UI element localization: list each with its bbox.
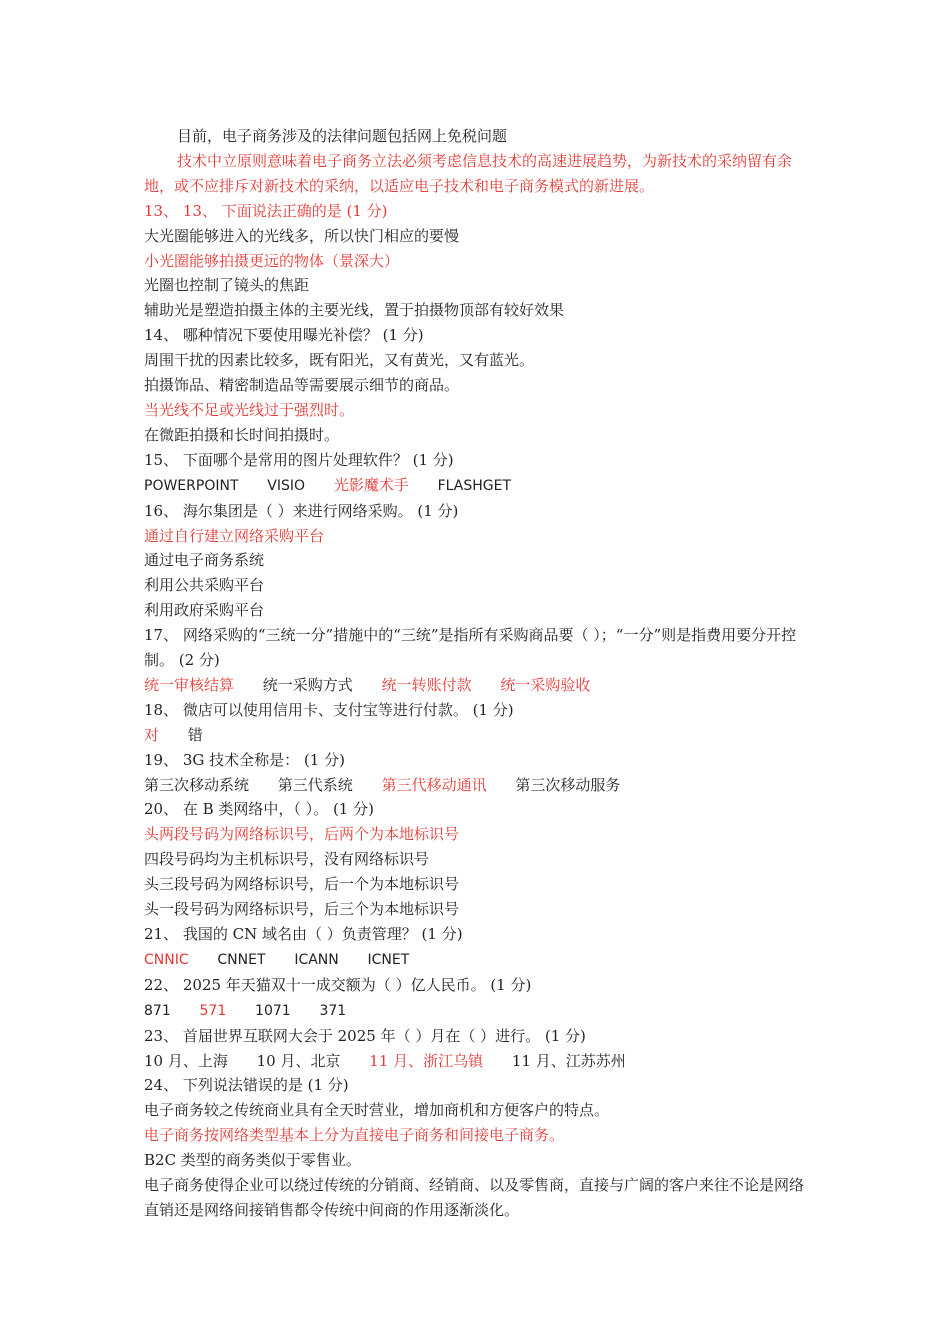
q18-option-b: 错 xyxy=(187,725,203,744)
question-13-title: 13、 13、 下面说法正确的是 (1 分) xyxy=(144,201,388,220)
q23-option-d: 11 月、江苏苏州 xyxy=(511,1051,626,1070)
q21-option-c: ICANN xyxy=(294,951,339,968)
q21-option-a: CNNIC xyxy=(144,951,189,968)
question-24-title: 24、 下列说法错误的是 (1 分) xyxy=(144,1076,349,1095)
q21-option-b: CNNET xyxy=(217,951,266,968)
q14-option-d: 在微距拍摄和长时间拍摄时。 xyxy=(144,425,340,444)
q24-option-b: 电子商务按网络类型基本上分为直接电子商务和间接电子商务。 xyxy=(144,1126,565,1145)
question-19-title: 19、 3G 技术全称是： (1 分) xyxy=(144,750,345,769)
q23-option-c: 11 月、浙江乌镇 xyxy=(369,1051,484,1070)
question-21-title: 21、 我国的 CN 域名由（ ）负责管理？ (1 分) xyxy=(144,925,463,943)
q24-option-d: 电子商务使得企业可以绕过传统的分销商、经销商、以及零售商，直接与广阔的客户来往不论是网络直销还是网络间接销售都令传统中间商的作用逐渐淡化。 xyxy=(144,1176,805,1219)
q22-option-a: 871 xyxy=(144,1002,171,1019)
question-15-title: 15、 下面哪个是常用的图片处理软件？ (1 分) xyxy=(144,450,454,469)
question-16-title: 16、 海尔集团是（ ）来进行网络采购。 (1 分) xyxy=(144,501,459,520)
q17-options xyxy=(144,673,812,698)
q13-option-c: 光圈也控制了镜头的焦距 xyxy=(144,276,310,295)
q17-option-b: 统一采购方式 xyxy=(262,675,353,694)
q15-options xyxy=(144,473,812,499)
q13-option-a: 大光圈能够进入的光线多，所以快门相应的要慢 xyxy=(144,226,460,245)
q14-option-c: 当光线不足或光线过于强烈时。 xyxy=(144,400,355,419)
q16-option-c: 利用公共采购平台 xyxy=(144,576,265,595)
q13-option-b: 小光圈能够拍摄更远的物体（景深大） xyxy=(144,251,400,270)
q24-option-c: B2C 类型的商务类似于零售业。 xyxy=(144,1151,361,1170)
q23-options xyxy=(144,1049,812,1074)
q17-option-a: 统一审核结算 xyxy=(144,675,235,694)
q22-option-b: 571 xyxy=(199,1002,227,1019)
q24-option-a: 电子商务较之传统商业具有全天时营业，增加商机和方便客户的特点。 xyxy=(144,1101,610,1120)
q15-option-c: 光影魔术手 xyxy=(333,475,409,494)
q19-option-d: 第三次移动服务 xyxy=(515,775,621,794)
question-22-title: 22、 2025 年天猫双十一成交额为（ ）亿人民币。 (1 分) xyxy=(144,975,532,994)
q20-option-d: 头一段号码为网络标识号，后三个为本地标识号 xyxy=(144,900,460,919)
q18-option-a: 对 xyxy=(144,725,160,744)
intro-line-1: 目前，电子商务涉及的法律问题包括网上免税问题 xyxy=(177,127,508,145)
q19-option-c: 第三代移动通讯 xyxy=(381,775,487,794)
q19-options xyxy=(144,773,812,798)
question-18-title: 18、 微店可以使用信用卡、支付宝等进行付款。 (1 分) xyxy=(144,700,514,719)
q16-option-d: 利用政府采购平台 xyxy=(144,601,265,620)
q15-option-b: VISIO xyxy=(267,477,306,494)
q20-option-a: 头两段号码为网络标识号，后两个为本地标识号 xyxy=(144,825,460,844)
q21-options xyxy=(144,947,812,973)
q17-option-c: 统一转账付款 xyxy=(381,675,472,694)
q20-option-b: 四段号码均为主机标识号，没有网络标识号 xyxy=(144,850,430,869)
q15-option-d: FLASHGET xyxy=(437,477,512,494)
q19-option-b: 第三代系统 xyxy=(277,775,353,794)
q13-option-d: 辅助光是塑造拍摄主体的主要光线，置于拍摄物顶部有较好效果 xyxy=(144,301,565,320)
document-page xyxy=(144,124,812,1223)
q20-option-c: 头三段号码为网络标识号，后一个为本地标识号 xyxy=(144,875,460,894)
q23-option-a: 10 月、上海 xyxy=(144,1051,228,1070)
q17-option-d: 统一采购验收 xyxy=(500,675,591,694)
q18-options xyxy=(144,723,812,748)
q16-option-b: 通过电子商务系统 xyxy=(144,551,265,570)
q21-option-d: ICNET xyxy=(367,951,410,968)
q15-option-a: POWERPOINT xyxy=(144,477,239,494)
q23-option-b: 10 月、北京 xyxy=(256,1051,341,1070)
question-20-title: 20、 在 B 类网络中，（ ）。 (1 分) xyxy=(144,800,374,819)
q14-option-a: 周围干扰的因素比较多，既有阳光，又有黄光，又有蓝光。 xyxy=(144,351,535,370)
question-14-title: 14、 哪种情况下要使用曝光补偿？ (1 分) xyxy=(144,326,424,345)
q14-option-b: 拍摄饰品、精密制造品等需要展示细节的商品。 xyxy=(144,376,460,395)
q22-option-c: 1071 xyxy=(255,1002,291,1019)
question-17-title: 17、 网络采购的“三统一分”措施中的“三统”是指所有采购商品要（ ）；“一分”则是指费用要分开控制。 (2 分) xyxy=(144,626,797,670)
intro-line-2: 技术中立原则意味着电子商务立法必须考虑信息技术的高速进展趋势，为新技术的采纳留有余地，或不应排斥对新技术的采纳，以适应电子技术和电子商务模式的新进展。 xyxy=(144,151,793,195)
q16-option-a: 通过自行建立网络采购平台 xyxy=(144,526,325,545)
q19-option-a: 第三次移动系统 xyxy=(144,775,250,794)
question-23-title: 23、 首届世界互联网大会于 2025 年（ ）月在（ ）进行。 (1 分) xyxy=(144,1026,586,1045)
q22-option-d: 371 xyxy=(319,1002,347,1019)
q22-options xyxy=(144,998,812,1024)
